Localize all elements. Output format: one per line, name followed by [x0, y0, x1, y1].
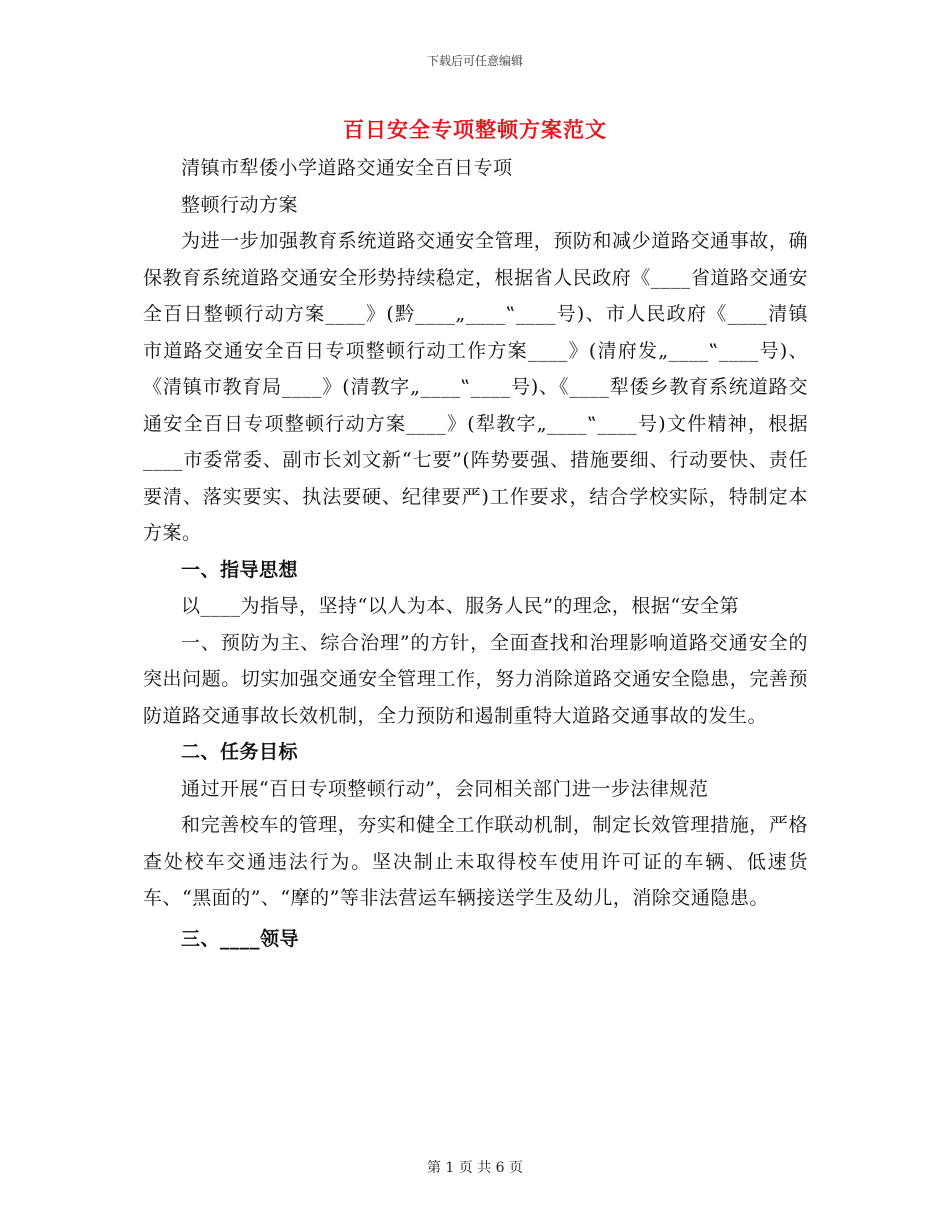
guiding-ideology-paragraph-1: 以____为指导，坚持“以人为本、服务人民”的理念，根据“安全第: [181, 595, 740, 617]
section-heading-guiding-ideology: 一、指导思想: [181, 558, 299, 581]
document-title: 百日安全专项整顿方案范文: [343, 118, 607, 142]
subtitle-line-1: 清镇市犁倭小学道路交通安全百日专项: [181, 157, 513, 179]
section-heading-task-goals: 二、任务目标: [181, 741, 299, 763]
document-body: [143, 150, 808, 957]
task-goals-paragraph-1: 通过开展“百日专项整顿行动”，会同相关部门进一步法律规范: [181, 777, 709, 800]
subtitle-line-2: 整顿行动方案: [181, 193, 299, 216]
intro-paragraph: 为进一步加强教育系统道路交通安全管理，预防和减少道路交通事故，确保教育系统道路交通安全形势持续稳定，根据省人民政府《____省道路交通安全百日整顿行动方案____》(黔____„____‟____号)、市人民政府《____清镇市道路交通安全百日专项整顿行动工作方案____》(清府发„____‟____号)、《清镇市教育局____》(清教字„____‟____号)、《____犁倭乡教育系统道路交通安全百日专项整顿行动方案____》(犁教字„____‟____号)文件精神，根据____市委常委、副市长刘文新“七要”(阵势要强、措施要细、行动要快、责任要清、落实要实、执法要硬、纪律要严)工作要求，结合学校实际，特制定本方案。: [143, 230, 808, 544]
page-header-note: 下载后可任意编辑: [426, 54, 523, 68]
guiding-ideology-paragraph-2: 一、预防为主、综合治理”的方针，全面查找和治理影响道路交通安全的突出问题。切实加强交通安全管理工作，努力消除道路交通安全隐患，完善预防道路交通事故长效机制，全力预防和遏制重特大道路交通事故的发生。: [143, 631, 808, 727]
page-number-footer: 第 1 页 共 6 页: [426, 1160, 524, 1176]
task-goals-paragraph-2: 和完善校车的管理，夯实和健全工作联动机制，制定长效管理措施，严格查处校车交通违法行为。坚决制止未取得校车使用许可证的车辆、低速货车、“黑面的”、“摩的”等非法营运车辆接送学生及幼儿，消除交通隐患。: [143, 814, 808, 909]
section-heading-leadership: 三、____领导: [181, 927, 300, 950]
